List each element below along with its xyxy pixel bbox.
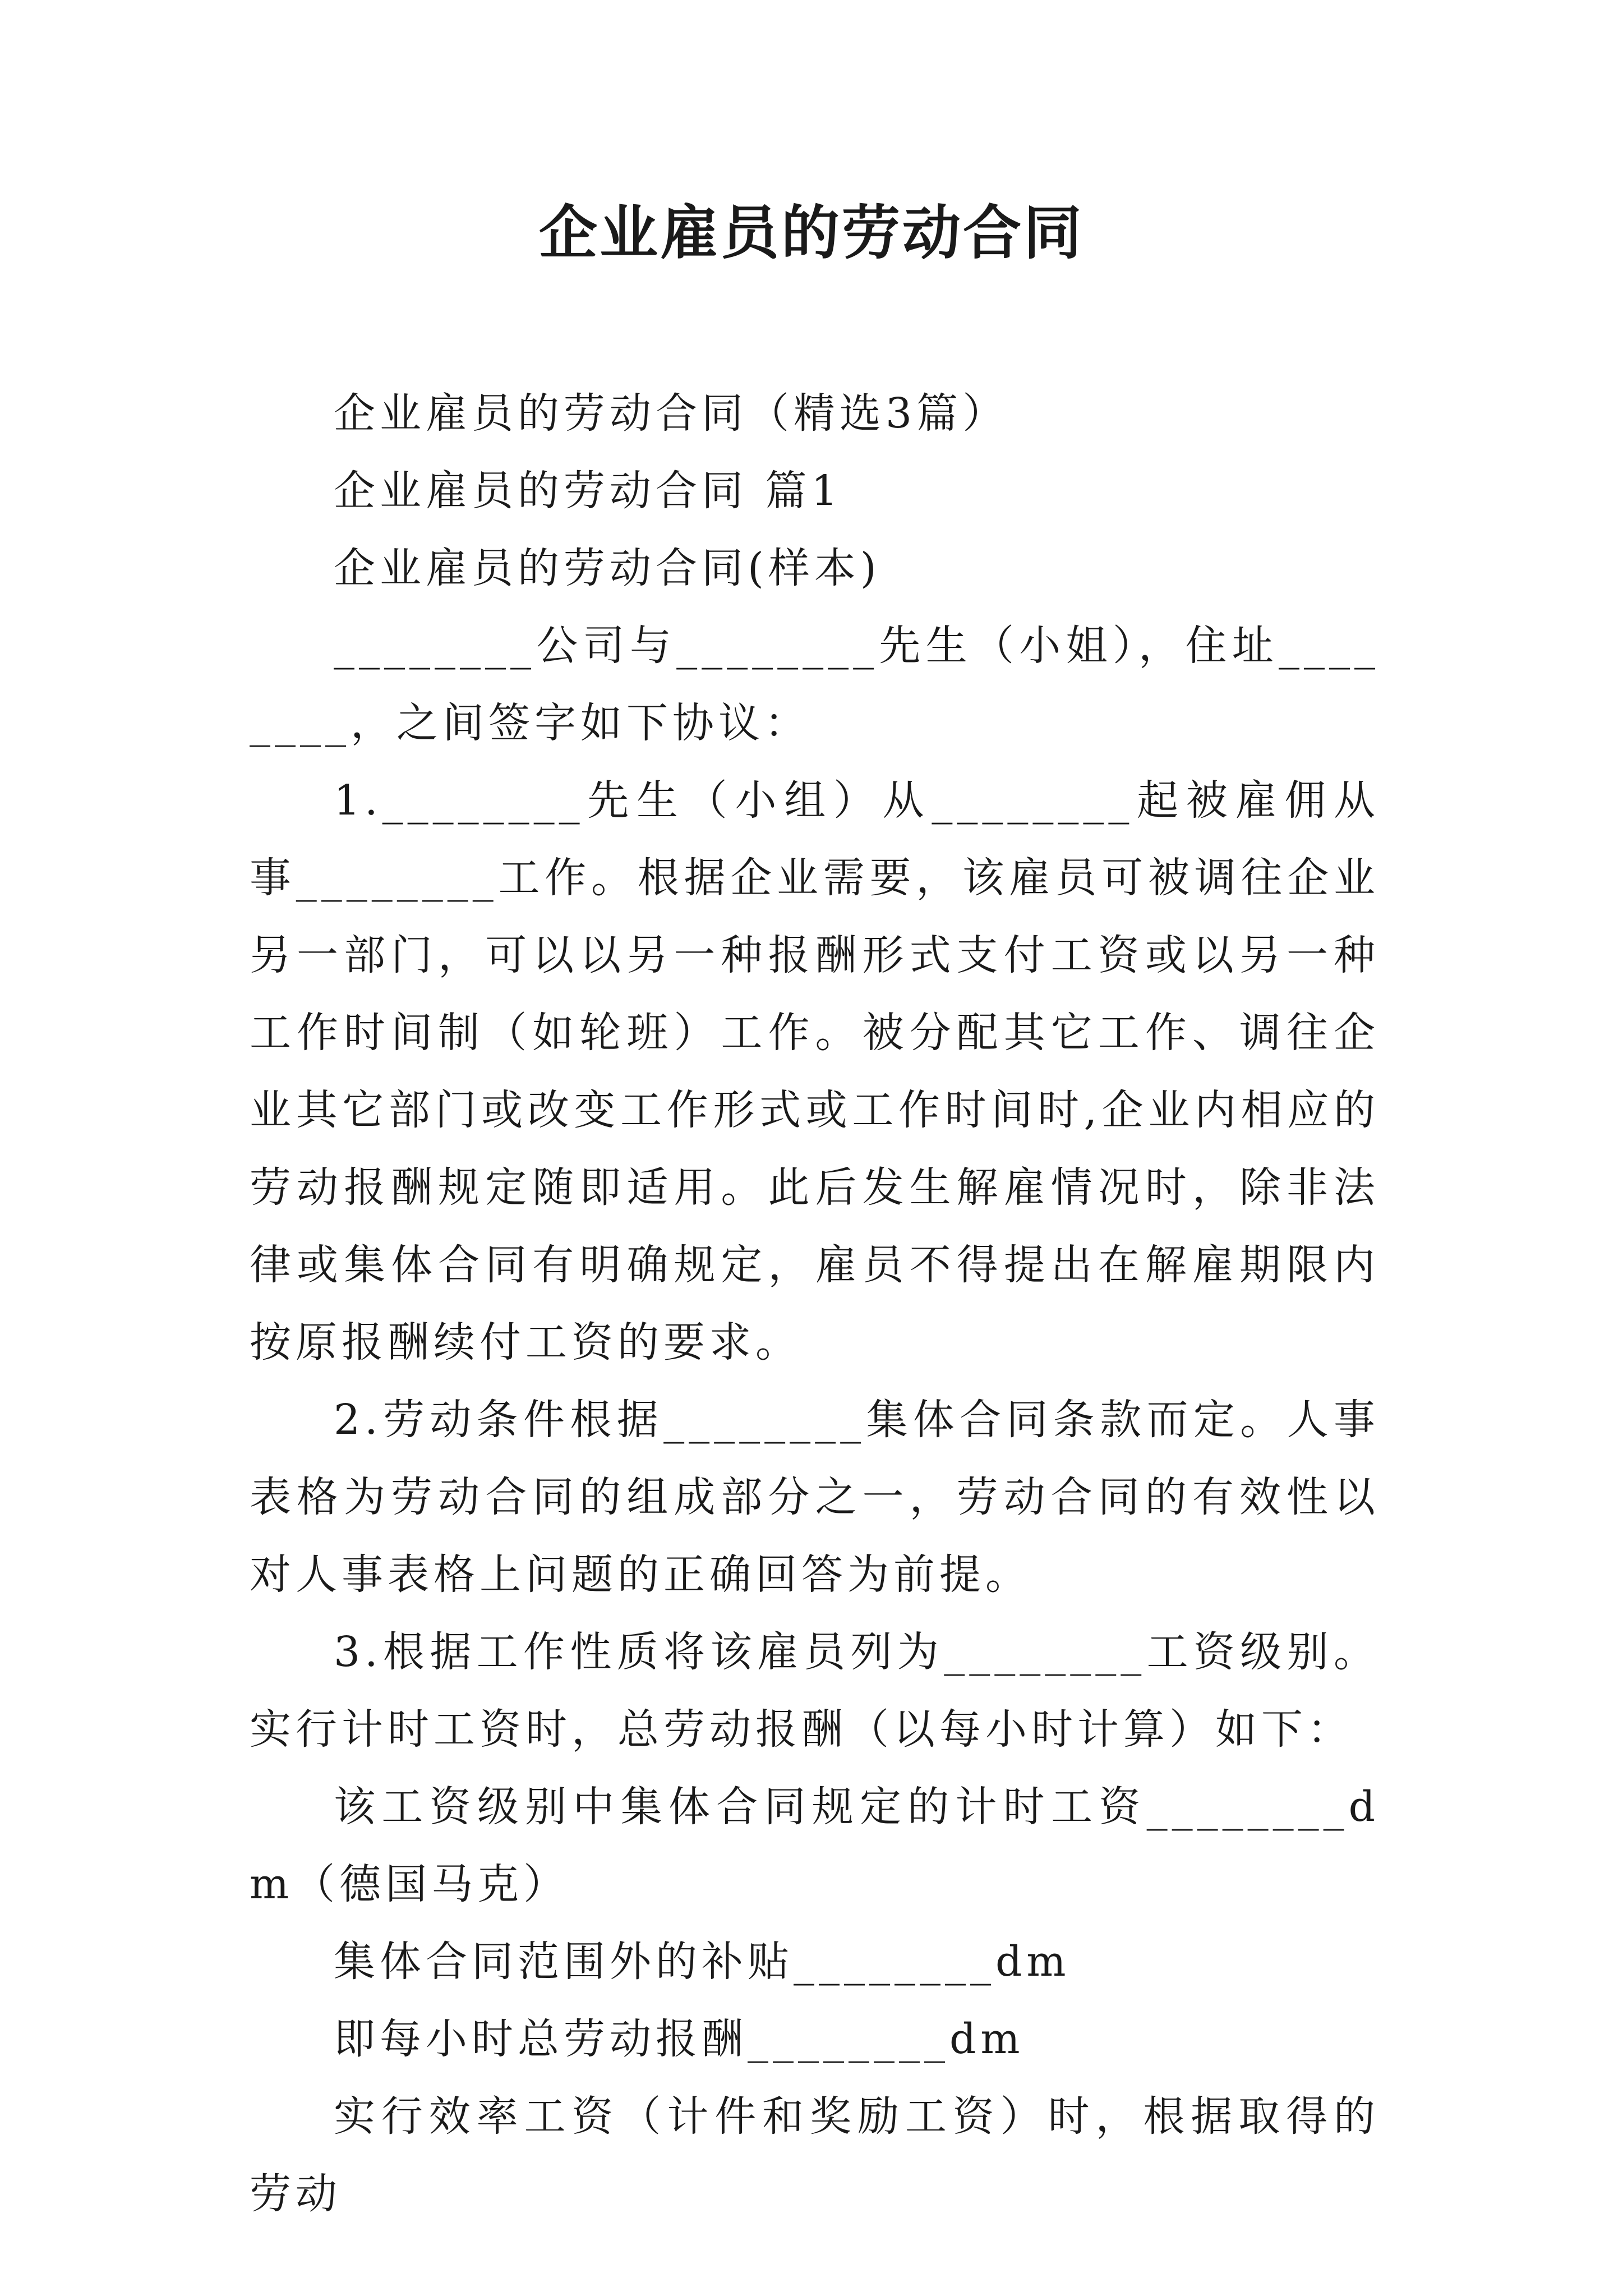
paragraph-subtitle: 企业雇员的劳动合同（精选3篇） [334,389,1009,438]
paragraph-clause-2: 2.劳动条件根据________集体合同条款而定。人事表格为劳动合同的组成部分之一，劳动合同的有效性以对人事表格上问题的正确回答为前提。 [250,1396,1380,1599]
paragraph-total-pay: 即每小时总劳动报酬________dm [334,2015,1025,2063]
paragraph-parties: ________公司与________先生（小姐），住址________，之间签字如下协议： [250,622,1380,747]
paragraph-allowance: 集体合同范围外的补贴________dm [334,1938,1071,1986]
paragraph-efficiency-wage: 实行效率工资（计件和奖励工资）时，根据取得的劳动 [250,2092,1380,2218]
document-body [250,375,1380,2233]
paragraph-clause-1: 1.________先生（小组）从________起被雇佣从事________工作。根据企业需要，该雇员可被调往企业另一部门，可以以另一种报酬形式支付工资或以另一种工作时间制（如轮班）工作。被分配其它工作、调往企业其它部门或改变工作形式或工作时间时,企业内相应的劳动报酬规定随即适用。此后发生解雇情况时，除非法律或集体合同有明确规定，雇员不得提出在解雇期限内按原报酬续付工资的要求。 [250,776,1380,1366]
paragraph-part-heading: 企业雇员的劳动合同 篇1 [334,467,842,515]
paragraph-sample-heading: 企业雇员的劳动合同(样本) [334,544,881,592]
paragraph-clause-3: 3.根据工作性质将该雇员列为________工资级别。实行计时工资时，总劳动报酬（以每小时计算）如下： [250,1628,1380,1754]
paragraph-hourly-wage: 该工资级别中集体合同规定的计时工资________dm（德国马克） [250,1783,1380,1908]
document-title: 企业雇员的劳动合同 [538,198,1084,267]
